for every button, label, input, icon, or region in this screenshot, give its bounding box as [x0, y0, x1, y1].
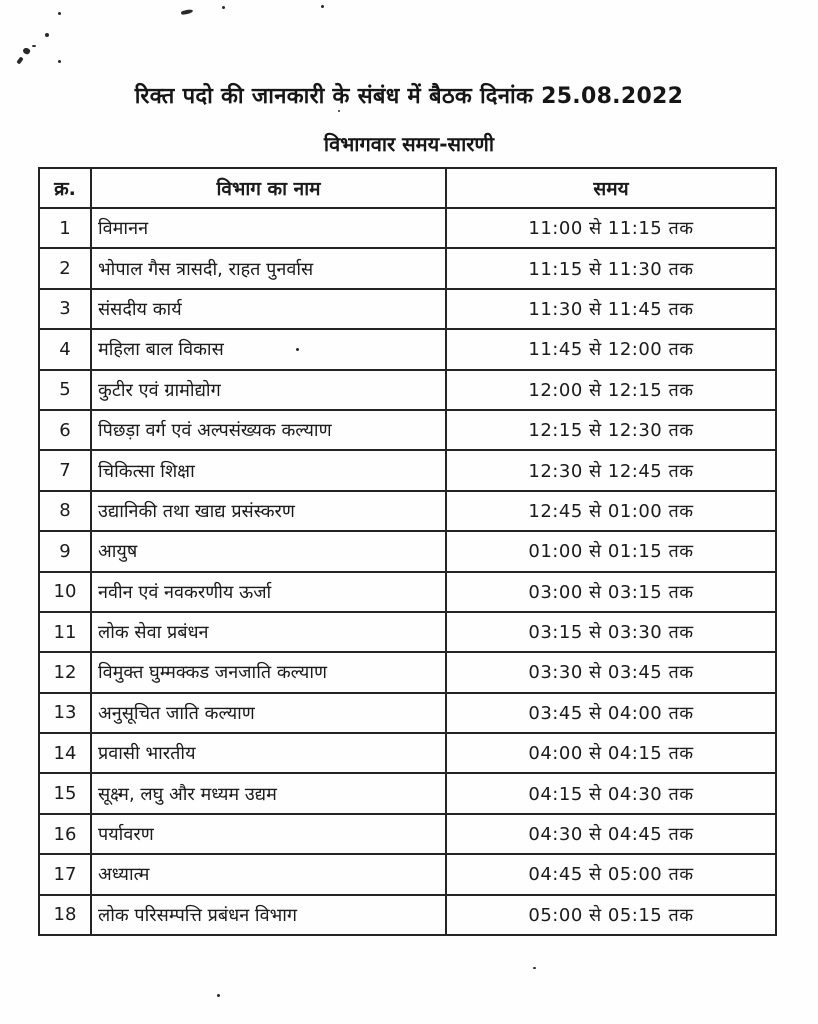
scan-speck: [217, 994, 220, 997]
row-time: 11:30 से 11:45 तक: [446, 289, 776, 329]
row-department: अध्यात्म: [91, 854, 446, 894]
row-department: भोपाल गैस त्रासदी, राहत पुनर्वास: [91, 248, 446, 288]
scan-speck: [533, 967, 536, 969]
row-department: विमुक्त घुम्मक्कड जनजाति कल्याण: [91, 652, 446, 692]
row-time: 11:45 से 12:00 तक: [446, 329, 776, 369]
scan-speck: [32, 45, 36, 47]
row-department: उद्यानिकी तथा खाद्य प्रसंस्करण: [91, 491, 446, 531]
table-row: [39, 612, 776, 652]
row-serial: 15: [39, 773, 91, 813]
row-serial: 12: [39, 652, 91, 692]
row-serial: 1: [39, 208, 91, 248]
row-department: कुटीर एवं ग्रामोद्योग: [91, 370, 446, 410]
scan-speck: [58, 12, 61, 15]
row-time: 11:15 से 11:30 तक: [446, 248, 776, 288]
table-row: [39, 329, 776, 369]
row-serial: 14: [39, 733, 91, 773]
table-row: [39, 773, 776, 813]
table-row: [39, 652, 776, 692]
row-time: 03:30 से 03:45 तक: [446, 652, 776, 692]
scan-speck: [222, 6, 225, 9]
table-row: [39, 854, 776, 894]
row-time: 03:45 से 04:00 तक: [446, 693, 776, 733]
table-row: [39, 491, 776, 531]
schedule-table: [38, 167, 777, 936]
page-subtitle: विभागवार समय-सारणी: [323, 132, 495, 156]
row-serial: 4: [39, 329, 91, 369]
row-department: लोक सेवा प्रबंधन: [91, 612, 446, 652]
row-serial: 16: [39, 814, 91, 854]
table-row: [39, 733, 776, 773]
row-serial: 10: [39, 572, 91, 612]
scan-speck: [22, 47, 31, 56]
schedule-table-container: [38, 167, 775, 936]
row-department: लोक परिसम्पत्ति प्रबंधन विभाग: [91, 895, 446, 935]
row-department: सूक्ष्म, लघु और मध्यम उद्यम: [91, 773, 446, 813]
row-department: महिला बाल विकास: [91, 329, 446, 369]
table-body: [39, 208, 776, 935]
row-serial: 18: [39, 895, 91, 935]
row-serial: 13: [39, 693, 91, 733]
table-row: [39, 814, 776, 854]
row-time: 12:15 से 12:30 तक: [446, 410, 776, 450]
row-time: 05:00 से 05:15 तक: [446, 895, 776, 935]
row-serial: 2: [39, 248, 91, 288]
table-row: [39, 693, 776, 733]
row-serial: 5: [39, 370, 91, 410]
row-serial: 8: [39, 491, 91, 531]
row-time: 04:30 से 04:45 तक: [446, 814, 776, 854]
scan-speck: [16, 56, 23, 64]
row-time: 12:45 से 01:00 तक: [446, 491, 776, 531]
row-department: संसदीय कार्य: [91, 289, 446, 329]
row-serial: 17: [39, 854, 91, 894]
row-time: 11:00 से 11:15 तक: [446, 208, 776, 248]
table-row: [39, 289, 776, 329]
scan-speck: [321, 5, 324, 8]
row-department: आयुष: [91, 531, 446, 571]
row-time: 04:45 से 05:00 तक: [446, 854, 776, 894]
row-serial: 11: [39, 612, 91, 652]
row-time: 04:15 से 04:30 तक: [446, 773, 776, 813]
table-row: [39, 531, 776, 571]
row-department: नवीन एवं नवकरणीय ऊर्जा: [91, 572, 446, 612]
table-row: [39, 208, 776, 248]
table-row: [39, 370, 776, 410]
row-time: 01:00 से 01:15 तक: [446, 531, 776, 571]
table-row: [39, 572, 776, 612]
row-time: 12:30 से 12:45 तक: [446, 450, 776, 490]
row-time: 03:15 से 03:30 तक: [446, 612, 776, 652]
col-header-serial: क्र.: [39, 168, 91, 208]
row-serial: 9: [39, 531, 91, 571]
table-row: [39, 248, 776, 288]
row-department: चिकित्सा शिक्षा: [91, 450, 446, 490]
table-row: [39, 450, 776, 490]
row-time: 03:00 से 03:15 तक: [446, 572, 776, 612]
col-header-department: विभाग का नाम: [91, 168, 446, 208]
row-serial: 3: [39, 289, 91, 329]
row-time: 04:00 से 04:15 तक: [446, 733, 776, 773]
scan-speck: [338, 110, 340, 112]
scan-speck: [181, 9, 194, 15]
scan-speck: [45, 33, 49, 37]
table-row: [39, 410, 776, 450]
scan-speck: [58, 60, 61, 63]
col-header-time: समय: [446, 168, 776, 208]
row-serial: 7: [39, 450, 91, 490]
row-department: प्रवासी भारतीय: [91, 733, 446, 773]
row-department: पिछड़ा वर्ग एवं अल्पसंख्यक कल्याण: [91, 410, 446, 450]
row-department: पर्यावरण: [91, 814, 446, 854]
page-title: रिक्त पदो की जानकारी के संबंध में बैठक दिनांक 25.08.2022: [134, 84, 684, 109]
row-serial: 6: [39, 410, 91, 450]
table-header-row: [39, 168, 776, 208]
row-department: अनुसूचित जाति कल्याण: [91, 693, 446, 733]
table-row: [39, 895, 776, 935]
row-department: विमानन: [91, 208, 446, 248]
row-time: 12:00 से 12:15 तक: [446, 370, 776, 410]
